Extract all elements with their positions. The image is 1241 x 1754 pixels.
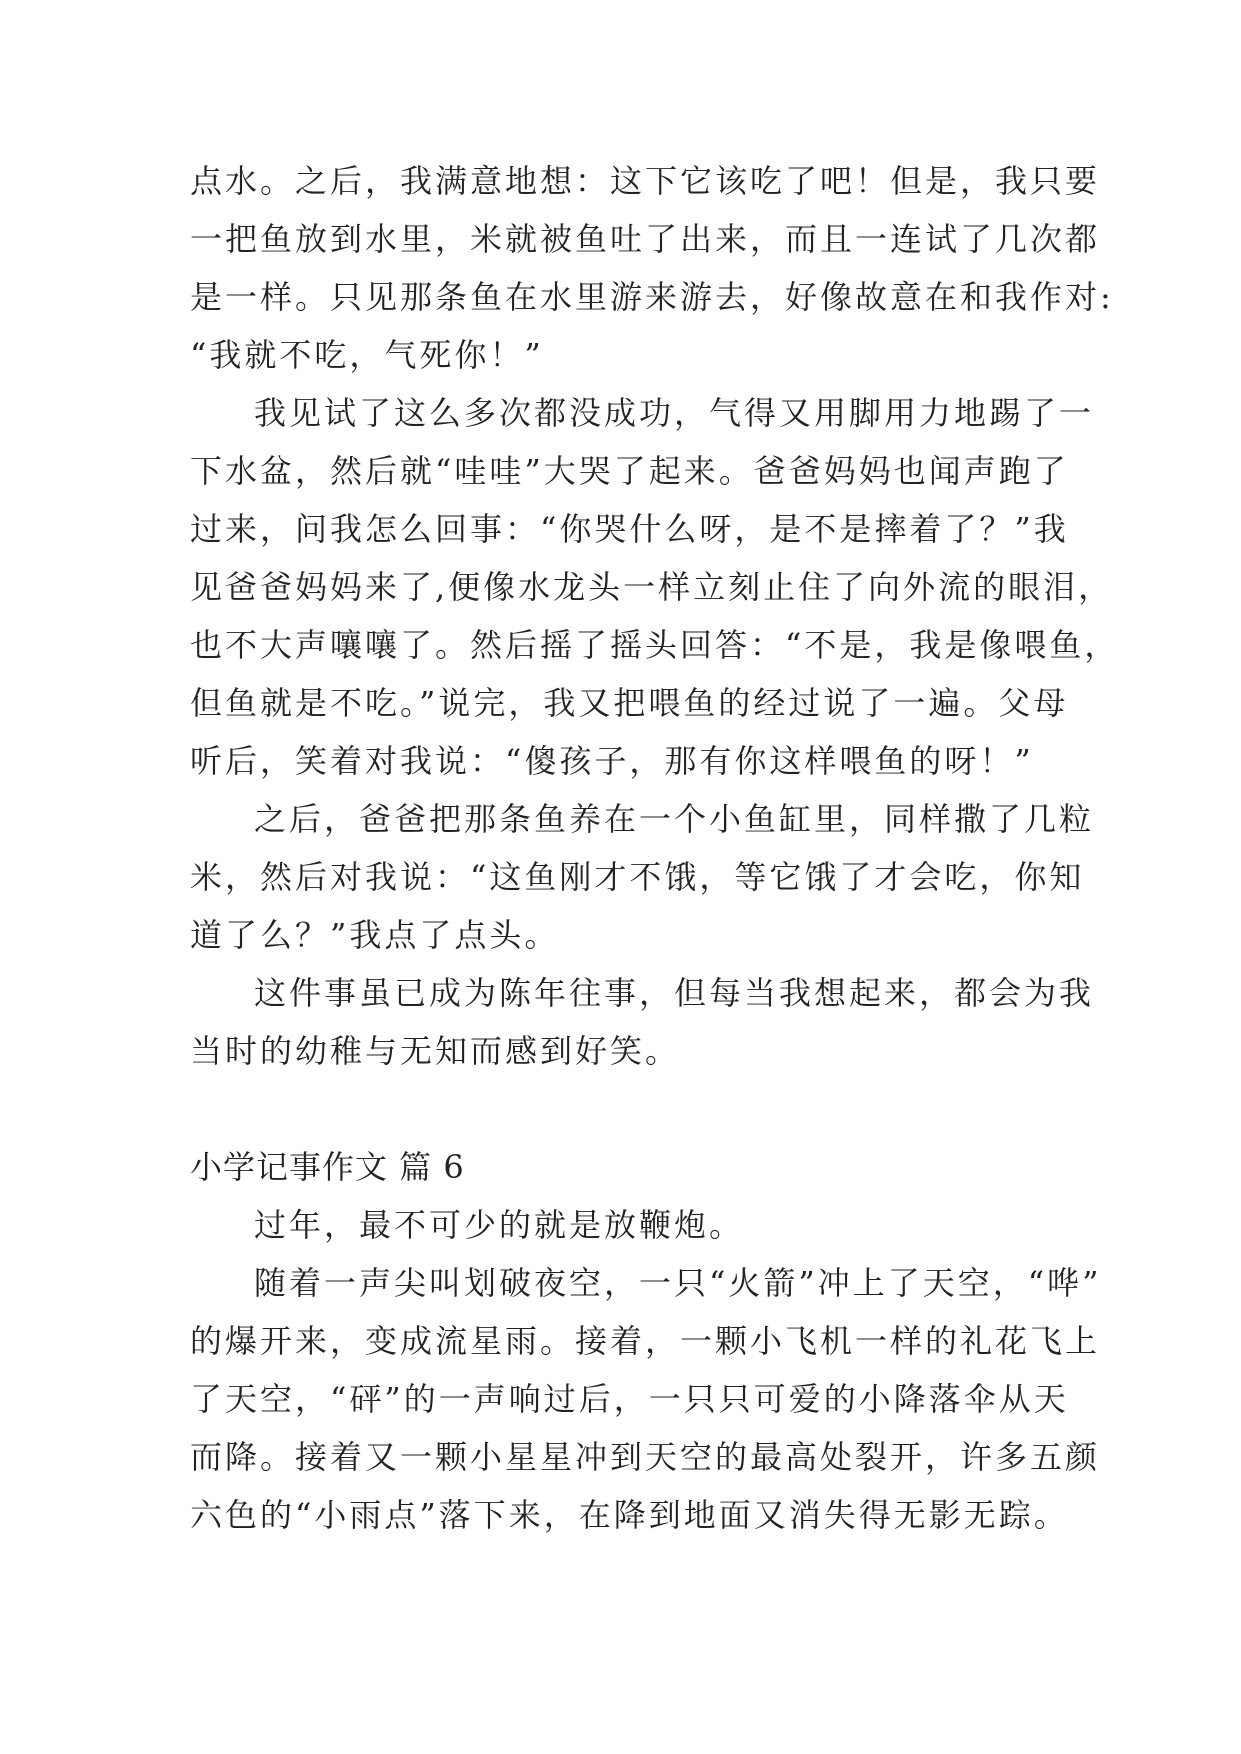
text-line: 道了么？”我点了点头。 [190, 916, 560, 954]
text-line: 见爸爸妈妈来了,便像水龙头一样立刻止住了向外流的眼泪， [190, 568, 1114, 606]
text-line: 过年，最不可少的就是放鞭炮。 [254, 1206, 745, 1244]
text-line: 也不大声嚷嚷了。然后摇了摇头回答：“不是，我是像喂鱼， [190, 626, 1120, 664]
text-line: 但鱼就是不吃。”说完，我又把喂鱼的经过说了一遍。父母 [190, 684, 1069, 722]
text-line: 我见试了这么多次都没成功，气得又用脚用力地踢了一 [254, 394, 1095, 432]
paragraph-5 [190, 1196, 1070, 1254]
text-line: 了天空，“砰”的一声响过后，一只只可爱的小降落伞从天 [190, 1380, 1069, 1418]
paragraph-4 [190, 964, 1095, 1080]
text-line: 听后，笑着对我说：“傻孩子，那有你这样喂鱼的呀！” [190, 742, 1034, 780]
essay-body [190, 152, 1120, 1544]
paragraph-2 [190, 384, 1120, 790]
text-line: 过来，问我怎么回事：“你哭什么呀，是不是摔着了？”我 [190, 510, 1069, 548]
text-line: 是一样。只见那条鱼在水里游来游去，好像故意在和我作对: [190, 278, 1114, 316]
section-gap [190, 1080, 1070, 1138]
text-line: 随着一声尖叫划破夜空，一只“火箭”冲上了天空，“哗” [254, 1264, 1102, 1302]
paragraph-1 [190, 152, 1114, 384]
text-line: “我就不吃，气死你！” [190, 336, 544, 374]
text-line: 之后，爸爸把那条鱼养在一个小鱼缸里，同样撒了几粒 [254, 800, 1095, 838]
text-line: 米，然后对我说：“这鱼刚才不饿，等它饿了才会吃，你知 [190, 858, 1085, 896]
text-line: 这件事虽已成为陈年往事，但每当我想起来，都会为我 [254, 974, 1095, 1012]
text-line: 当时的幼稚与无知而感到好笑。 [190, 1032, 681, 1070]
text-line: 点水。之后，我满意地想：这下它该吃了吧！但是，我只要 [190, 162, 1101, 200]
paragraph-3 [190, 790, 1095, 964]
section-heading: 小学记事作文 篇 6 [190, 1148, 465, 1186]
text-line: 而降。接着又一颗小星星冲到天空的最高处裂开，许多五颜 [190, 1438, 1101, 1476]
text-line: 一把鱼放到水里，米就被鱼吐了出来，而且一连试了几次都 [190, 220, 1101, 258]
text-line: 六色的“小雨点”落下来，在降到地面又消失得无影无踪。 [190, 1496, 1069, 1534]
paragraph-6 [190, 1254, 1102, 1544]
text-line: 下水盆，然后就“哇哇”大哭了起来。爸爸妈妈也闻声跑了 [190, 452, 1069, 490]
text-line: 的爆开来，变成流星雨。接着，一颗小飞机一样的礼花飞上 [190, 1322, 1101, 1360]
